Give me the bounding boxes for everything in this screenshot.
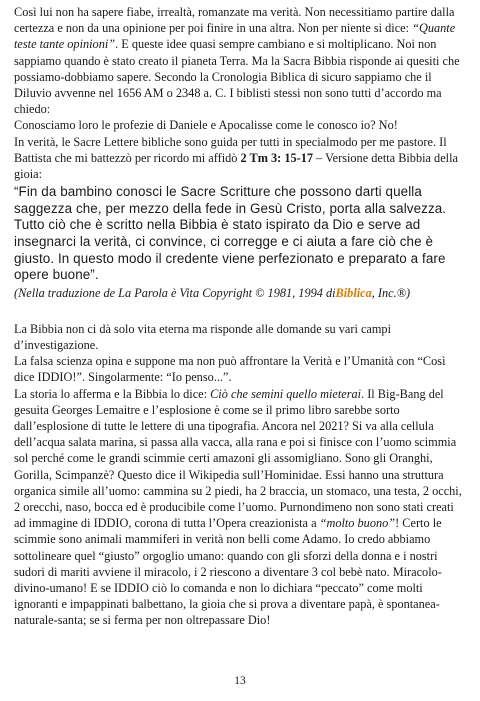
paragraph-history (14, 386, 466, 629)
para1-text-b: . E queste idee quasi sempre cambiano e si moltiplicano. Noi non sappiamo quando è stato creato il pianeta Terra. Ma la Sacra Bibbia risponde ai quesiti che possiamo-dobbiamo sapere. Secondo la Cronologia Biblica di sicuro sappiamo che il Diluvio avvenne nel 1656 AM o 2348 a. C. I biblisti stessi non sono tutti d’accordo ma chiedo: (14, 37, 460, 117)
para3-text-b: – Versione detta Bibbia della gioia: (14, 150, 458, 182)
para6-text-a: La storia lo afferma e la Bibbia lo dice: (14, 386, 211, 401)
publisher-name: Biblica (335, 285, 372, 300)
page-number: 13 (234, 675, 246, 687)
scripture-reference: 2 Tm 3: 15-17 (240, 150, 314, 165)
para6-text-b: . Il Big-Bang del gesuita Georges Lemaitre e l’esplosione è come se il primo libro sarebbe sorto dall’esplosione di tutte le lettere di una tipografia. Ancora nel 2021? Si va alla cellula dell’acqua salata marina, si passa alla vacca, alla rana e poi si finisce con l’uomo scimmia sol perché come le grandi scimmie certi amazoni gli assomigliano. Sono gli Oranghi, Gorilla, Scimpanzè? Questo dice il Wikipedia sull’Hominidae. Essi hanno una struttura organica simile all’uomo: cammina su 2 piedi, ha 2 braccia, un stomaco, una testa, 2 occhi, 2 orecchi, naso, bocca ed è producibile come l’uomo. Purnondimeno non sono stati creati ad immagine di IDDIO, corona di tutta l’Opera creazionista a (14, 386, 462, 531)
paragraph-false-science: La falsa scienza opina e suppone ma non può affrontare la Verità e l’Umanità con “Così dice IDDIO!”. Singolarmente: “Io penso...”. (14, 354, 446, 385)
para6-italic-quote: “molto buono” (319, 516, 396, 531)
paragraph-eternal-life: La Bibbia non ci dà solo vita eterna ma risponde alle domande su vari campi d’investigazione. (14, 321, 391, 352)
scripture-quote: “Fin da bambino conosci le Sacre Scritture che possono darti quella saggezza che, per mezzo della fede in Gesù Cristo, porta alla salvezza. Tutto ciò che è scritto nella Bibbia è stato ispirato da Dio e serve ad insegnarci la verità, ci convince, ci corregge e ci aiuta a fare ciò che è giusto. In questo modo il credente viene perfezionato e preparato a fare opere buone”. (14, 184, 447, 283)
credit-text-b: , Inc.®) (371, 285, 411, 300)
para1-inline-quote: “Quante teste tante opinioni” (14, 21, 456, 52)
credit-text-a: (Nella traduzione de La Parola è Vita Copyright © 1981, 1994 di (14, 285, 336, 300)
paragraph-intro (14, 4, 466, 117)
para6-text-c: ! Certo le scimmie sono animali mammiferi in verità non belli come Adamo. Io credo abbiamo sottolineare quel “giusto” orgoglio umano: quando con gli sforzi della donna e i nostri sudori di mariti avviene il miracolo, i 2 riescono a diventare 3 col bebè nato. Miracolo-divino-umano! E se IDDIO ciò lo comanda e non lo dichiara “peccato” come molti ignoranti e impappinati balbettano, la gioia che si prova a diventare papà, è spontanea-naturale-santa; se si ferma per non oltrepassare Dio! (14, 516, 442, 628)
para1-text-a: Così lui non ha sapere fiabe, irrealtà, romanzate ma verità. Non necessitiamo partire dalla certezza e non da una opinione per poi finire in una altra. Non per niente si dice: (14, 5, 455, 36)
paragraph-scripture-intro (14, 134, 466, 183)
section-spacer (14, 301, 466, 321)
paragraph-question: Conosciamo loro le profezie di Daniele e Apocalisse come le conosco io? No! (14, 118, 398, 133)
para6-italic-proverb: Ciò che semini quello mieterai (210, 386, 362, 401)
translation-credit (14, 285, 466, 301)
para3-text-a: In verità, le Sacre Lettere bibliche sono guida per tutti in specialmodo per me pastore. Il Battista che mi battezzò per ricordo mi affidò (14, 134, 447, 165)
